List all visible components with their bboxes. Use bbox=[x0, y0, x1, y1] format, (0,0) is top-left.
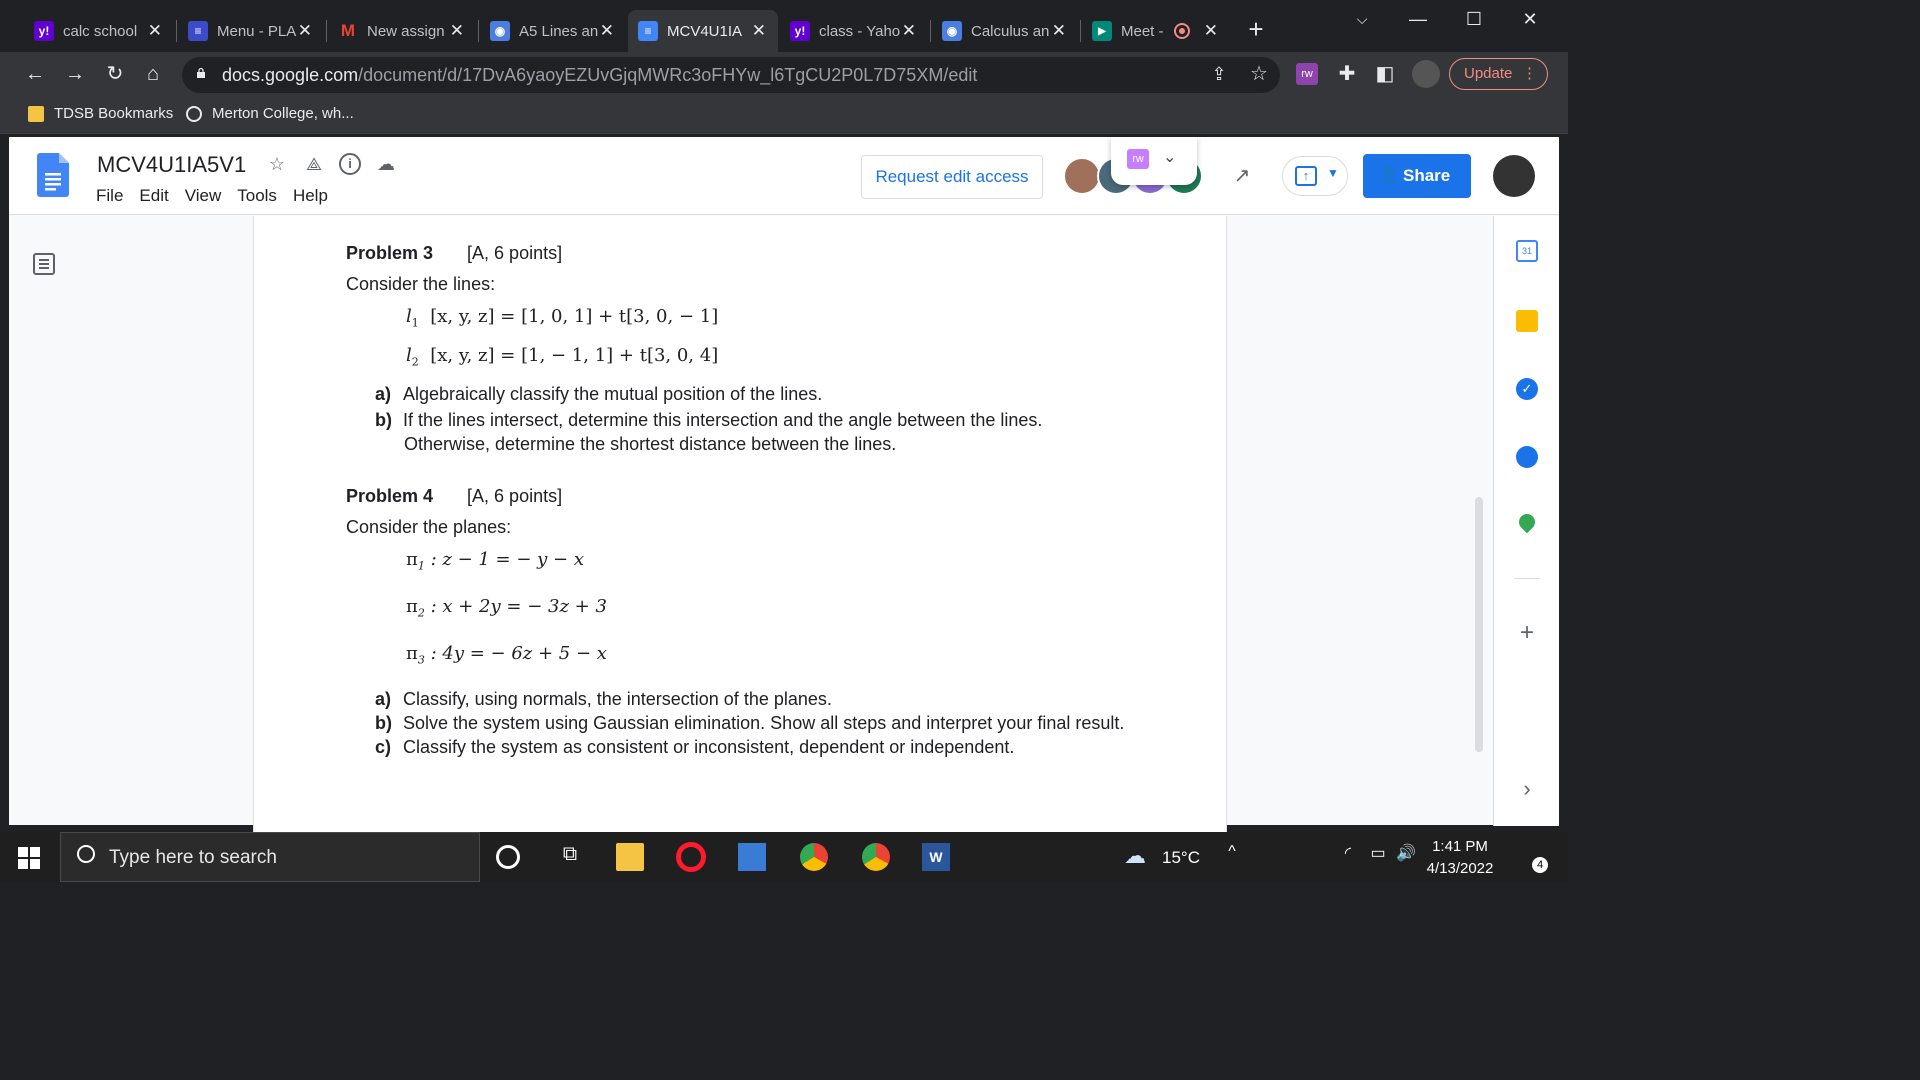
bookmark-tdsb[interactable] bbox=[28, 105, 173, 122]
network-wifi-icon[interactable]: ◜ bbox=[1344, 845, 1352, 862]
cortana-icon[interactable] bbox=[496, 845, 520, 869]
document-outline-icon[interactable] bbox=[33, 253, 55, 275]
tab-class-yahoo[interactable] bbox=[780, 10, 928, 52]
folder-icon bbox=[28, 106, 44, 122]
notification-center-icon[interactable] bbox=[1514, 843, 1542, 871]
upload-present-icon: ↑ bbox=[1295, 166, 1317, 186]
google-docs-app bbox=[9, 137, 1559, 825]
collaborator-avatar[interactable] bbox=[1063, 157, 1101, 195]
panel-divider bbox=[1514, 578, 1540, 579]
back-icon[interactable]: ← bbox=[25, 63, 45, 85]
tab-title: Calculus an bbox=[971, 22, 1050, 40]
menu-edit[interactable]: Edit bbox=[139, 186, 169, 205]
home-icon[interactable]: ⌂ bbox=[146, 63, 160, 85]
forward-icon[interactable]: → bbox=[65, 63, 85, 85]
windows-start-icon[interactable] bbox=[18, 847, 40, 869]
update-button[interactable]: Update ⋮ bbox=[1449, 58, 1548, 90]
classroom-icon: ◉ bbox=[490, 21, 510, 41]
info-icon[interactable]: i bbox=[339, 153, 361, 175]
close-tab-icon[interactable]: ✕ bbox=[599, 21, 614, 40]
menu-view[interactable]: View bbox=[184, 186, 222, 205]
lock-icon bbox=[196, 68, 206, 78]
weather-cloud-icon[interactable]: ☁ bbox=[1124, 843, 1146, 868]
side-panel bbox=[1493, 216, 1559, 826]
tab-menu-pla[interactable] bbox=[178, 10, 324, 52]
tab-title: New assign bbox=[367, 22, 445, 40]
tasks-icon[interactable]: ✓ bbox=[1516, 378, 1538, 400]
close-tab-icon[interactable]: ✕ bbox=[901, 21, 916, 40]
task-view-icon[interactable]: ⧉ bbox=[562, 843, 578, 865]
tab-calc-school[interactable] bbox=[24, 10, 174, 52]
vertical-scrollbar[interactable] bbox=[1475, 497, 1483, 752]
windows-taskbar bbox=[0, 832, 1568, 882]
tab-title: class - Yaho bbox=[819, 22, 901, 40]
share-button[interactable]: 👤 Share bbox=[1363, 154, 1471, 198]
tab-new-assign[interactable] bbox=[328, 10, 476, 52]
new-tab-button[interactable]: + bbox=[1248, 14, 1264, 44]
chevron-down-icon: ▼ bbox=[1327, 166, 1339, 180]
close-tab-icon[interactable]: ✕ bbox=[147, 21, 162, 40]
volume-icon[interactable]: 🔊 bbox=[1396, 845, 1416, 862]
menu-file[interactable]: File bbox=[96, 186, 124, 205]
tray-overflow-icon[interactable]: ^ bbox=[1228, 843, 1236, 860]
word-icon[interactable]: W bbox=[922, 843, 950, 871]
gmail-icon: M bbox=[340, 21, 356, 40]
bookmarks-bar bbox=[0, 96, 1568, 134]
notification-count-badge: 4 bbox=[1532, 857, 1548, 873]
plane-3-equation: $\pi_3$ : 4y = − 6z + 5 − x bbox=[406, 643, 607, 667]
chevron-down-icon: ⌄ bbox=[1163, 149, 1177, 166]
problem-4-part-a: a) Classify, using normals, the intersection of the planes. bbox=[375, 689, 832, 709]
cloud-status-icon[interactable]: ☁ bbox=[377, 154, 395, 174]
account-avatar[interactable] bbox=[1493, 155, 1535, 197]
tab-title: MCV4U1IA bbox=[667, 22, 743, 40]
more-menu-icon: ⋮ bbox=[1522, 65, 1537, 82]
menu-bar bbox=[96, 186, 344, 206]
line-2-equation: $l_2$ [x, y, z] = [1, − 1, 1] + t[3, 0, 4] bbox=[406, 345, 719, 369]
menu-tools[interactable]: Tools bbox=[237, 186, 277, 205]
bookmark-merton[interactable] bbox=[186, 105, 354, 122]
tab-title: calc school bbox=[63, 22, 138, 40]
problem-3-heading: Problem 3 [A, 6 points] bbox=[346, 243, 563, 263]
get-addons-plus-icon[interactable]: + bbox=[1519, 619, 1534, 646]
profile-avatar-icon[interactable] bbox=[1412, 60, 1440, 88]
activity-trend-icon[interactable]: ↗ bbox=[1233, 165, 1251, 187]
tab-meet[interactable] bbox=[1082, 10, 1230, 52]
request-edit-access-button[interactable]: Request edit access bbox=[861, 155, 1043, 199]
readwrite-extension-icon[interactable]: rw bbox=[1296, 63, 1318, 85]
clock-time: 1:41 PM bbox=[1432, 838, 1488, 855]
problem-3-part-b: b) If the lines intersect, determine this intersection and the angle between the lines. Otherwise, determine the shortest distance between the lines. bbox=[375, 410, 1043, 454]
chrome-profile-2-icon[interactable] bbox=[862, 843, 890, 871]
calendar-icon[interactable]: 31 bbox=[1516, 240, 1538, 262]
search-icon bbox=[77, 845, 95, 863]
classroom-icon: ◉ bbox=[942, 21, 962, 41]
close-tab-icon[interactable]: ✕ bbox=[449, 21, 464, 40]
docs-icon: ≡ bbox=[638, 21, 658, 41]
minimize-button[interactable]: — bbox=[1409, 9, 1427, 29]
problem-4-part-b: b) Solve the system using Gaussian elimination. Show all steps and interpret your final result. bbox=[375, 713, 1125, 733]
readwrite-puzzle-icon: rw bbox=[1127, 149, 1149, 169]
problem-3-intro: Consider the lines: bbox=[346, 274, 496, 294]
close-tab-icon[interactable]: ✕ bbox=[1051, 21, 1066, 40]
expand-panel-chevron-icon[interactable]: › bbox=[1523, 776, 1531, 801]
document-title[interactable]: MCV4U1IA5V1 bbox=[97, 152, 247, 177]
tab-title: Menu - PLA bbox=[217, 22, 297, 40]
opera-icon[interactable] bbox=[676, 842, 706, 872]
tab-title: A5 Lines an bbox=[519, 22, 599, 40]
move-to-drive-icon[interactable]: ⟁ bbox=[305, 154, 323, 174]
maps-icon[interactable] bbox=[1516, 511, 1539, 534]
contacts-icon[interactable] bbox=[1516, 446, 1538, 468]
bookmark-label: Merton College, wh... bbox=[212, 105, 354, 122]
reload-icon[interactable]: ↻ bbox=[106, 63, 124, 85]
recording-icon bbox=[1174, 23, 1190, 39]
yahoo-icon: y! bbox=[34, 21, 54, 41]
tab-strip bbox=[0, 0, 1568, 52]
address-bar[interactable] bbox=[182, 57, 1280, 93]
docs-logo-icon[interactable] bbox=[37, 153, 69, 197]
search-placeholder: Type here to search bbox=[109, 847, 277, 868]
close-tab-icon[interactable]: ✕ bbox=[1203, 21, 1218, 40]
star-icon[interactable]: ☆ bbox=[268, 154, 286, 174]
tab-search-icon[interactable]: ⌵ bbox=[1356, 11, 1368, 27]
tab-mcv4u1ia[interactable] bbox=[628, 10, 778, 52]
file-explorer-icon[interactable] bbox=[616, 843, 644, 871]
line-1-equation: $l_1$ [x, y, z] = [1, 0, 1] + t[3, 0, − 1] bbox=[406, 306, 719, 330]
chrome-profile-1-icon[interactable] bbox=[800, 843, 828, 871]
docs-header bbox=[9, 137, 1559, 215]
readwrite-toolbar[interactable] bbox=[1111, 137, 1197, 185]
close-tab-icon[interactable]: ✕ bbox=[751, 21, 766, 40]
menu-help[interactable]: Help bbox=[292, 186, 328, 205]
maximize-button[interactable]: ☐ bbox=[1465, 9, 1483, 29]
document-page[interactable] bbox=[253, 216, 1227, 836]
photos-icon[interactable] bbox=[738, 843, 766, 871]
person-add-icon: 👤 bbox=[1379, 167, 1399, 184]
extensions-puzzle-icon[interactable]: ✚ bbox=[1338, 63, 1356, 85]
tab-a5-lines[interactable] bbox=[480, 10, 626, 52]
yahoo-icon: y! bbox=[790, 21, 810, 41]
bookmark-star-icon[interactable]: ☆ bbox=[1250, 63, 1268, 85]
forms-icon: ≡ bbox=[188, 21, 208, 41]
keep-icon[interactable] bbox=[1516, 310, 1538, 332]
problem-3-part-a: a) Algebraically classify the mutual position of the lines. bbox=[375, 384, 823, 404]
share-page-icon[interactable]: ⇪ bbox=[1211, 64, 1227, 84]
problem-4-part-c: c) Classify the system as consistent or inconsistent, dependent or independent. bbox=[375, 737, 1015, 757]
globe-icon bbox=[186, 106, 202, 122]
tab-calculus[interactable] bbox=[932, 10, 1078, 52]
plane-1-equation: $\pi_1$ : z − 1 = − y − x bbox=[406, 549, 584, 573]
problem-4-heading: Problem 4 [A, 6 points] bbox=[346, 486, 563, 506]
close-window-button[interactable]: ✕ bbox=[1522, 9, 1538, 29]
weather-temperature[interactable]: 15°C bbox=[1162, 848, 1200, 867]
tab-title: Meet - bbox=[1121, 22, 1164, 40]
clock-date: 4/13/2022 bbox=[1426, 860, 1494, 877]
bookmark-label: TDSB Bookmarks bbox=[54, 105, 174, 122]
close-tab-icon[interactable]: ✕ bbox=[297, 21, 312, 40]
url-text: docs.google.com/document/d/17DvA6yaoyEZUvGjqMWRc3oFHYw_l6TgCU2P0L7D75XM/edit bbox=[222, 65, 978, 85]
taskbar-search-input[interactable] bbox=[60, 832, 480, 882]
browser-toolbar bbox=[0, 52, 1568, 96]
battery-icon[interactable]: ▭ bbox=[1370, 845, 1386, 862]
present-button[interactable] bbox=[1282, 156, 1348, 196]
side-panel-icon[interactable]: ◧ bbox=[1375, 63, 1395, 85]
plane-2-equation: $\pi_2$ : x + 2y = − 3z + 3 bbox=[406, 596, 607, 620]
system-clock[interactable] bbox=[1420, 836, 1500, 880]
problem-4-intro: Consider the planes: bbox=[346, 517, 512, 537]
meet-icon: ▶ bbox=[1092, 21, 1112, 41]
